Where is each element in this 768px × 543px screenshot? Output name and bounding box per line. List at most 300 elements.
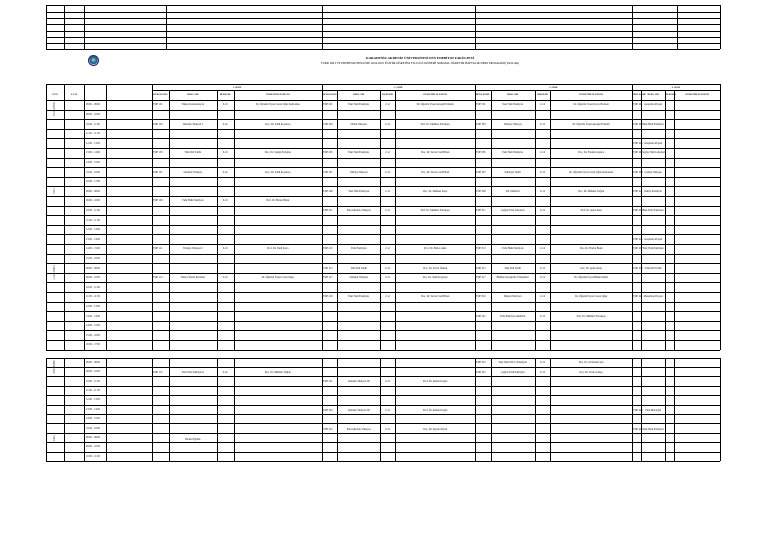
classroom: Z-11 [385,276,391,280]
column-header-line [46,100,720,101]
table-row-line [46,129,720,130]
instructor: Prof. Dr. Ahmet Doğan [423,408,448,412]
time-cell: 09:00 - 10:00 [86,112,100,116]
col-header-ad: DERS ADI [507,93,519,96]
time-cell: 08:00 - 09:00 [86,103,100,107]
instructor: Doç. Dr. Ali Kemal Şen [578,360,604,364]
time-cell: 08:00 - 09:00 [86,436,100,439]
class-header-line [152,90,720,91]
course-name: Türk Edebiyatı Akımları [499,314,526,318]
saat-col-line [84,84,85,350]
day-label: CUMA [53,434,56,443]
classroom: Z-10 [222,122,228,126]
course-code: TDE 409 [633,170,643,174]
header-blank-row-line [46,5,720,6]
course-name: Çağdaş Türk Lehçeleri [500,208,525,212]
classroom: Z-12 [539,208,546,212]
day-label: PAZARTESİ [53,102,56,116]
time-cell: 10:00 - 11:00 [86,122,100,126]
time-cell: 14:00 - 15:00 [86,417,100,421]
header-blank-row-line [46,12,720,13]
col-header-kod: DERS KODU [322,93,337,96]
instructor: Dr. Öğretim Üyesi Aysegül Erdemir [416,103,454,107]
table-row-line [46,302,720,303]
instructor: Doç. Dr. Salih Koyuncu [265,170,291,174]
time-cell: 11:00 - 11:30 [86,218,100,222]
table-row-line [46,206,720,207]
course-name: Beden Eğitimi [185,437,201,441]
course-name: Eski Türk Edebiyatı [348,103,370,107]
course-name: Eski Türk Edebiyatı [348,295,370,299]
classroom: Z-12 [539,247,546,251]
course-code: TDE 417 [633,247,643,251]
instructor: Doç. Dr. Sevda Can Bilben [421,151,450,155]
instructor: Dr. Öğretim Üyesi Ceren Oğuz Kahraman [569,170,614,174]
course-code: TDE 415 [633,237,643,241]
time-cell: 08:00 - 09:00 [86,360,100,364]
time-cell: 15:00 - 16:00 [86,170,100,174]
day-label: SALI [53,188,56,195]
table-row-line [46,282,720,283]
time-cell: 13:00 - 14:00 [86,314,100,318]
page-subtitle: TÜRK DİLİ VE EDEBİYATI BÖLÜMÜ 2024-2025 EĞİTİM-ÖĞRETİM YILI GÜZ DÖNEMİ NORMAL ÖĞRETİM HAFTALIK DERS PROGRAMI (TASLAK) [320,61,520,65]
course-name: Osmanlı Türkçesi [183,170,203,174]
course-code: TDE 219 [323,295,333,299]
day-separator-line [46,263,84,264]
course-name: Türk Edebiyatı [350,247,367,251]
time-cell: 14:00 - 15:00 [86,160,100,164]
course-code: TDE 411 [633,189,643,193]
classroom: Z-11 [385,380,391,384]
header-blank-col-line [46,5,47,49]
instructor: Doç. Dr. Sevda Gökçe [579,370,603,374]
course-code: TDE 325 [476,370,486,374]
footer-row-line [46,386,720,387]
table-left-line [46,84,47,350]
classroom: Z-11 [385,428,391,432]
instructor: Doç. Dr. Hatice Bulut [579,247,603,251]
instructor: Dr. Öğretim Üyesi Koray Bozkurt [573,103,609,107]
course-code: TDE 317 [476,276,486,280]
header-blank-row-line [46,18,720,19]
course-code: TDE 419 [633,266,643,270]
course-code: TDE 311 [476,208,486,212]
instructor: Prof. Dr. Mehmet Yücekaya [576,314,606,318]
instructor: Prof. Dr. Mehmet Yücekaya [420,122,450,126]
time-cell: 14:00 - 15:00 [86,324,100,328]
table-row-line [46,234,720,235]
table-row-line [46,263,720,264]
footer-col-line [84,358,85,461]
instructor: Prof. Dr. Salih Kaya [267,247,289,251]
footer-col-line [64,358,65,461]
course-name: Türkçe Kompozisyon [181,103,205,107]
course-name: Çağdaş Türk Edebiyatı [500,370,525,374]
time-cell: 10:00 - 11:00 [86,379,100,383]
footer-row-line [46,414,720,415]
instructor: Doç. Dr. Sevda Özmen [423,266,448,270]
classroom: Z-10 [222,370,228,374]
time-cell: 08:00 - 09:00 [86,266,100,270]
table-row-line [46,340,720,341]
course-code: TDE 209 [323,189,333,193]
course-code: TDE 215 [323,266,333,270]
instructor: Doç. Dr. Mehmet Kaya [423,189,448,193]
course-code: TDE 413 [633,208,643,212]
header-blank-row-line [46,49,720,50]
course-name: Edebiyat Tarihi [504,170,521,174]
table-row-line [46,330,720,331]
header-blank-row-line [46,37,720,38]
time-cell: 10:00 - 11:00 [86,285,100,289]
instructor: Doç. Dr. Mehmet Tuğlalı [578,189,605,193]
course-code: TDE 223 [323,408,333,412]
time-cell: 12:00 - 13:00 [86,141,100,145]
course-code: TDE 111 [153,247,163,251]
course-name: Türkçe Yazım Kuralları [180,276,206,280]
time-cell: 12:00 - 13:00 [86,398,100,402]
col-header-ogretim: ÖĞRETİM ELEMANI [685,93,710,96]
course-code: TDE 403 [633,122,643,126]
time-cell: 12:00 - 13:00 [86,304,100,308]
university-logo-icon [88,55,99,66]
classroom: Z-11 [385,266,391,270]
course-code: TDE 203 [323,122,333,126]
class-header-4: 4. SINIF [671,85,681,89]
table-row-line [46,244,720,245]
classroom: Z-12 [539,266,546,270]
time-cell: 16:00 - 17:00 [86,180,100,184]
time-cell: 12:00 - 13:00 [86,228,100,232]
spacer-col-line [106,84,107,350]
col-header-derslik: DERSLİK [537,93,548,96]
table-row-line [46,321,720,322]
header-blank-row-line [46,24,720,25]
instructor: Doç. Dr. Aylin Okan [580,266,602,270]
course-name: Türkiye Türkçesi [503,122,522,126]
time-cell: 15:00 - 16:00 [86,256,100,260]
instructor: Prof. Dr. Aysel Akın [580,208,602,212]
course-name: Osmanlı Türkçesi III [347,408,370,412]
course-name: Eski Anadolu Türkçesi [346,428,371,432]
course-name: Türkiye Türkçesi I [183,247,203,251]
instructor: Dr. Öğretim Üyesi Ceren Oğuz [261,276,294,280]
course-code: TDE 307 [476,170,486,174]
footer-row-line [46,395,720,396]
course-name: Osmanlı Türkçesi III [347,380,370,384]
table-row-line [46,311,720,312]
course-name: Eski Türk Edebiyatı [642,208,664,212]
course-code: TDE 211 [323,208,333,212]
course-name: Mezuniyet Projesi [643,295,663,299]
classroom: Z-12 [539,276,546,280]
col-header-derslik: DERSLİK [382,93,394,96]
table-row-line [46,273,720,274]
col-header-gun: GÜN [52,93,58,96]
instructor: Dr. Öğretim Üyesi Hakan Demir [574,276,609,280]
course-name: Araştırma Projesi [643,103,663,107]
table-row-line [46,254,720,255]
classroom: Z-11 [385,103,391,107]
instructor: Doç. Dr. Mehmet Tuğlalı [264,370,291,374]
classroom: Z-10 [222,247,228,251]
course-code: TDE 303 [476,122,486,126]
classroom: Z-11 [385,408,391,412]
table-row-line [46,196,720,197]
instructor: Prof. Dr. Ahmet Doğan [423,380,448,384]
footer-row-line [46,367,720,368]
table-row-line [46,167,720,168]
course-name: Yeni Türk Dili ve Edebiyatı [498,360,528,364]
classroom: Z-10 [222,151,228,155]
footer-col-line [720,358,721,461]
time-cell: 08:00 - 09:00 [86,189,100,193]
page-title: KARADENİZ AKDENİZ ÜNİVERSİTESİ FEN EDEBİYAT FAKÜLTESİ [366,56,474,60]
col-header-ogretim: ÖĞRETİM ELEMANI [579,93,604,96]
classroom: Z-11 [385,170,391,174]
footer-row-line [46,452,720,453]
col-header-kod: DERS KODU [153,93,168,96]
table-row-line [46,215,720,216]
table-row-line [46,350,720,351]
course-name: Eski Anadolu Türkçesi [346,208,371,212]
footer-row-line [46,433,720,434]
footer-block-line [674,358,675,461]
footer-row-line [46,442,720,443]
col-header-kod: DERS KODU [632,93,647,96]
course-code: TDE 323 [476,360,486,364]
instructor: Doç. Dr. Sezgin Erdoğan [264,151,291,155]
time-cell: 16:00 - 17:00 [86,343,100,347]
footer-top-line [46,358,720,359]
course-code: TDE 105 [153,151,163,155]
table-row-line [46,225,720,226]
instructor: Dr. Öğretim Üyesi Ceren Oğuz [575,295,608,299]
course-name: Türk Halk Edebiyatı [182,199,204,203]
instructor: Dr. Öğretim Üyesi Ceren Oğuz Kahraman [255,103,300,107]
col-header-ogretim: ÖĞRETİM ELEMANI [423,93,448,96]
course-code: TDE 401 [633,103,643,107]
classroom: Z-11 [385,151,391,155]
course-code: TDE 225 [323,428,333,432]
time-cell: 09:00 - 10:00 [86,199,100,203]
classroom: Z-12 [539,122,546,126]
classroom: Z-12 [539,360,546,364]
table-row-line [46,110,720,111]
course-name: Araştırma Projesi [643,141,663,145]
time-cell: 09:00 - 10:00 [86,445,100,449]
course-name: Türk Halk Edebiyatı [642,122,664,126]
course-code: TDE 109 [153,199,163,203]
instructor: Dr. Öğretim Üyesi Aysegül Erdemir [572,122,610,126]
classroom: Z-12 [539,103,546,107]
course-name: Yeni Türk Edebiyatı [642,247,664,251]
course-code: TDE 315 [476,266,486,270]
classroom: Z-11 [385,122,391,126]
col-header-ad: DERS ADI [187,93,199,96]
classroom: Z-10 [222,170,228,174]
course-name: Osmanlı Türkçesi I [182,122,203,126]
col-header-ad: DERS ADI [647,93,659,96]
time-cell: 09:00 - 10:00 [86,370,100,374]
course-name: Osmanlı Türkçesi [349,276,368,280]
course-code: TDE 205 [323,151,333,155]
instructor: Doç. Dr. Salih Koyuncu [265,122,291,126]
classroom: Z-11 [385,295,391,299]
course-name: Araştırma Projesi [643,237,663,241]
course-code: TDE 423 [633,408,643,412]
course-code: TDE 217 [323,276,333,280]
course-name: Eski Türk Edebiyatı [348,151,370,155]
col-header-derslik: DERSLİK [219,93,231,96]
classroom: Z-12 [539,314,546,318]
header-blank-col-line [84,5,85,49]
course-name: Dünya Edebiyatı [644,189,662,193]
instructor: Prof. Dr. Hatice Bulut [266,199,290,203]
course-name: Türk Halk Edebiyatı [502,247,524,251]
instructor: Doç. Dr. Şeyma Özben [423,428,448,432]
footer-row-line [46,376,720,377]
header-blank-col-line [322,5,323,49]
course-name: Türk Dili Tarihi [350,266,367,270]
course-name: Türk Dili Tarihi [184,151,202,155]
course-code: TDE 221 [323,380,333,384]
table-row-line [46,292,720,293]
classroom: Z-12 [539,370,546,374]
instructor: Prof. Dr. Hatice Akın [424,247,447,251]
course-code: TDE 313 [476,247,486,251]
classroom: Z-11 [385,189,391,193]
table-row-line [46,177,720,178]
table-row-line [46,148,720,149]
header-blank-col-line [677,5,678,49]
course-name: Bilimsel Araştırma Yöntemleri [496,276,529,280]
course-name: Türkiye Türkçesi [349,170,368,174]
time-cell: 15:00 - 16:00 [86,426,100,430]
footer-col-line [106,358,107,461]
course-name: Türk Dili Tarihi [504,266,521,270]
header-blank-col-line [632,5,633,49]
time-cell: 09:00 - 10:00 [86,276,100,280]
course-code: TDE 319 [476,295,486,299]
col-header-ad: DERS ADI [353,93,365,96]
header-blank-col-line [166,5,167,49]
time-cell: 10:00 - 11:00 [86,208,100,212]
course-code: TDE 421 [633,295,643,299]
footer-block-line [665,358,666,461]
course-code: TDE 201 [323,103,333,107]
course-name: Çağdaş Türk Lehçeleri [641,151,665,155]
course-code: TDE 213 [323,247,333,251]
classroom: Z-12 [539,189,546,193]
time-cell: 11:00 - 11:30 [86,132,100,136]
col-header-kod: DERS KODU [475,93,490,96]
course-name: Dünya Edebiyatı [503,295,522,299]
course-name: Türk Halk Edebiyatı [642,428,664,432]
course-code: TDE 425 [633,428,643,432]
header-blank-col-line [64,5,65,49]
course-name: Türk Dili Tarihi [644,266,662,270]
col-header-ogretim: ÖĞRETİM ELEMANI [265,93,290,96]
classroom: Z-11 [385,208,391,212]
header-blank-col-line [475,5,476,49]
course-name: Eski Türk Edebiyatı [502,151,524,155]
class-header-2: 2. SINIF [394,85,403,89]
day-label: ÇARŞAMBA [53,265,56,280]
course-code: TDE 301 [476,103,486,107]
instructor: Doç. Dr. Sevda Can Bilben [421,295,450,299]
classroom: Z-11 [385,247,391,251]
header-blank-row-line [46,43,720,44]
table-row-line [46,186,720,187]
course-name: Yeni Türk Edebiyatı I [181,370,205,374]
time-cell: 13:00 - 14:00 [86,237,100,241]
instructor: Doç. Dr. Salih Koyuncu [422,276,448,280]
instructor: Prof. Dr. Mehmet Yücekaya [420,208,450,212]
day-separator-line [46,186,84,187]
classroom: Z-12 [539,151,546,155]
course-code: TDE 101 [153,103,163,107]
time-cell: 14:00 - 15:00 [86,247,100,251]
footer-row-line [46,405,720,406]
col-header-saat: SAAT [70,93,78,96]
course-code: TDE 207 [323,170,333,174]
course-code: TDE 115 [153,370,163,374]
time-cell: 11:00 - 11:30 [86,295,100,299]
course-code: TDE 405 [633,141,643,145]
footer-row-line [46,423,720,424]
table-row-line [46,138,720,139]
classroom: Z-10 [222,276,228,280]
footer-col-line [46,358,47,461]
course-code: TDE 305 [476,151,486,155]
course-code: TDE 309 [476,189,486,193]
course-code: TDE 321 [476,314,486,318]
day-label: PERŞEMBE [53,359,56,373]
time-cell: 13:00 - 14:00 [86,151,100,155]
classroom: Z-10 [222,103,228,107]
gun-col-line [64,84,65,350]
course-name: Orhun Türkçesi [350,122,367,126]
footer-row-line [46,461,720,462]
time-cell: 15:00 - 16:00 [86,333,100,337]
course-name: Çağdaş Türkçesi [644,170,662,174]
table-right-line [720,84,721,350]
course-code: TDE 107 [153,170,163,174]
course-name: Türk Mitolojisi [645,408,662,412]
col-header-derslik: DERSLİK [665,93,677,96]
header-blank-row-line [46,31,720,32]
instructor: Doç. Dr. Faruk Koyuncu [578,151,605,155]
class-header-1: 1. SINIF [232,85,242,89]
class-header-3: 3. SINIF [549,85,558,89]
time-cell: 11:00 - 11:30 [86,389,100,392]
instructor: Doç. Dr. Sevda Can Bilben [421,170,450,174]
table-row-line [46,158,720,159]
classroom: Z-12 [539,170,546,174]
table-row-line [46,119,720,120]
header-blank-col-line [720,5,721,49]
course-code: TDE 407 [633,151,643,155]
course-name: Yeni Türk Edebiyatı [502,103,524,107]
classroom: Z-12 [539,295,546,299]
time-cell: 10:00 - 11:00 [86,454,100,458]
course-code: TDE 103 [153,122,163,126]
course-code: TDE 113 [153,276,163,280]
time-cell: 13:00 - 14:00 [86,407,100,411]
course-name: Şiir Tahlilleri [505,189,520,193]
course-name: Yeni Türk Edebiyatı [348,189,370,193]
